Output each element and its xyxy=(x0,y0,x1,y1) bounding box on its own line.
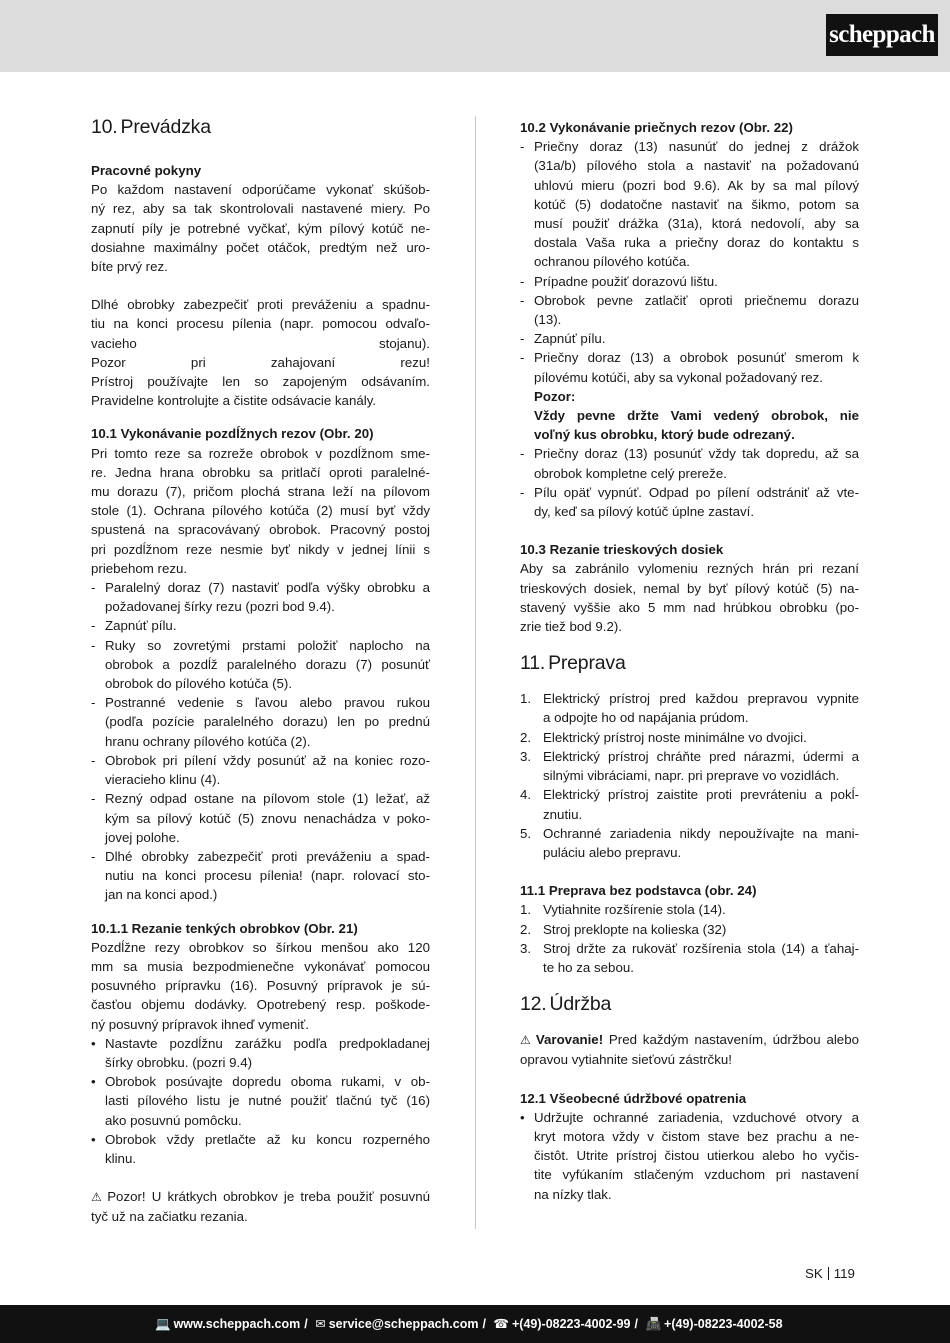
text-line: jovej polohe. xyxy=(105,829,180,845)
list-marker: 3. xyxy=(520,748,532,764)
list-item xyxy=(520,689,859,727)
text-line: puláciu alebo prepravu. xyxy=(543,844,682,860)
text-line: Elektrický prístroj pred každou prepravou vypnite xyxy=(543,691,859,707)
maintenance-warning: ⚠ Varovanie! Pred každým nastavením, údržbou alebo opravou vytiahnite sieťovú zástrčku! xyxy=(520,1032,859,1068)
section-12-title: 12. Údržba xyxy=(520,993,612,1016)
text-line: mu dorazu (7), pričom plochá strana leží na pílovom xyxy=(91,484,430,500)
text-line: Pravidelne kontrolujte a čistite odsávacie kanály. xyxy=(91,393,377,409)
list-item xyxy=(91,1130,430,1168)
list-marker: 3. xyxy=(520,940,532,956)
text-line: lasti pílového listu je nutné použiť tlačnú tyč (16) xyxy=(105,1093,430,1109)
list-item xyxy=(520,1108,859,1204)
text-line: dy, keď sa pílový kotúč úplne zastaví. xyxy=(534,504,755,520)
text-line: Nastavte pozdĺžnu zarážku podľa predpokladanej xyxy=(105,1035,430,1051)
text-line: Priečny doraz (13) a obrobok posunúť smerom k xyxy=(534,350,859,366)
text-line: hranu ochrany pílového kotúča (2). xyxy=(105,733,311,749)
text-line: stavený vyššie ako 5 mm nad hrúbkou obrobku (po- xyxy=(520,599,859,615)
text-line: Obrobok posúvajte dopredu oboma rukami, v ob- xyxy=(105,1074,430,1090)
computer-icon: 💻 xyxy=(155,1317,171,1331)
text-line: Paralelný doraz (7) nastaviť podľa výšky obrobku a xyxy=(105,580,430,596)
text-line: Dlhé obrobky zabezpečiť proti preváženiu a spadnu- xyxy=(91,297,430,313)
section-11-1-list xyxy=(520,900,859,977)
list-item xyxy=(520,137,859,271)
text-line: zapnutí píly je potrebné vyčkať, kým pílový kotúč ne- xyxy=(91,220,430,236)
text-line: uhlovú mieru (pozri bod 9.6). Ak by sa mal pílový xyxy=(534,177,859,193)
text-line: re. Jedna hrana obrobku sa pritlačí oproti paralelné- xyxy=(91,464,430,480)
text-line: Pílu opäť vypnúť. Odpad po pílení odstrániť až vte- xyxy=(534,484,859,500)
text-line: Obrobok pri pílení vždy posunúť až na koniec rozo- xyxy=(105,752,430,768)
list-marker: - xyxy=(520,484,525,500)
text-line: vacieho stojanu). xyxy=(91,335,430,351)
list-marker: - xyxy=(520,350,525,366)
text-line: Priečny doraz (13) nasunúť do jednej z drážok xyxy=(534,139,859,155)
section-10-1-text xyxy=(91,444,430,578)
text-line: tiu na konci procesu pílenia (napr. pomocou odvaľo- xyxy=(91,316,430,332)
text-line: ako posuvnú pomôcku. xyxy=(105,1112,242,1128)
text-line: Elektrický prístroj zaistite proti prevráteniu a pokĺ- xyxy=(543,787,859,803)
text-line: Dlhé obrobky zabezpečiť proti preváženiu a spad- xyxy=(105,848,430,864)
text-line: Pozor pri zahajovaní rezu! xyxy=(91,354,430,370)
text-line: ochranou pílového kotúča. xyxy=(534,254,690,270)
list-marker: • xyxy=(91,1074,96,1090)
text-line: Elektrický prístroj chráňte pred nárazmi, údermi a xyxy=(543,748,859,764)
list-marker: - xyxy=(91,637,96,653)
section-10-title: 10. Prevádzka xyxy=(91,116,211,138)
section-10-2-steps-2 xyxy=(520,444,859,521)
text-line: nutiu na konci procesu pílenia! (napr. rolovací sto- xyxy=(105,868,430,884)
text-line: ný posuvný prípravok ihneď vymeniť. xyxy=(91,1016,309,1032)
text-line: obrobok a pozdĺž paralelného dorazu (7) posunúť xyxy=(105,656,430,672)
left-column xyxy=(91,114,430,1227)
list-marker: 1. xyxy=(520,902,532,918)
list-item xyxy=(520,483,859,521)
section-10-2-heading: 10.2 Vykonávanie priečnych rezov (Obr. 22) xyxy=(520,120,793,135)
section-11-1-heading: 11.1 Preprava bez podstavca (obr. 24) xyxy=(520,883,757,899)
text-line: Pri tomto reze sa rozreže obrobok v pozdĺžnom sme- xyxy=(91,445,430,461)
list-marker: - xyxy=(91,695,96,711)
text-line: Ochranné zariadenia nikdy nepoužívajte na mani- xyxy=(543,825,859,841)
text-line: (podľa pozície paralelného dorazu) len po prednú xyxy=(105,714,430,730)
text-line: kým sa pílový kotúč (5) znovu nenachádza v poko- xyxy=(105,810,430,826)
text-line: Po každom nastavení odporúčame vykonať skúšob- xyxy=(91,182,430,198)
text-line: ný rez, aby sa tak skontrolovali nastavené miery. Po xyxy=(91,201,430,217)
text-line: obrobok kompletne celý prereže. xyxy=(534,465,727,481)
text-line: na nízky tlak. xyxy=(534,1186,612,1202)
text-line: silnými vibráciami, napr. pri preprave vo vozidlách. xyxy=(543,768,840,784)
section-10-1-1-text xyxy=(91,938,430,1034)
list-marker: - xyxy=(520,446,525,462)
list-marker: - xyxy=(520,139,525,155)
list-item xyxy=(91,578,430,616)
website-link[interactable]: www.scheppach.com xyxy=(173,1317,301,1331)
header-band xyxy=(0,0,950,72)
text-line: klinu. xyxy=(105,1150,137,1166)
text-line: Priečny doraz (13) posunúť vždy tak dopredu, až sa xyxy=(534,446,859,462)
section-10-1-steps xyxy=(91,578,430,904)
list-marker: 2. xyxy=(520,729,532,745)
list-item xyxy=(520,348,859,386)
text-line: musí použiť drážka (31a), ktorá nedovolí, aby sa xyxy=(534,216,859,232)
list-item xyxy=(91,1034,430,1072)
email-link[interactable]: service@scheppach.com xyxy=(328,1317,479,1331)
list-item xyxy=(520,920,859,939)
text-line: a odpojte ho od napájania prúdom. xyxy=(543,710,749,726)
text-line: jan na konci apod.) xyxy=(105,887,218,903)
text-line: Zapnúť pílu. xyxy=(534,331,606,347)
text-line: požadovanej šírky rezu (pozri bod 9.4). xyxy=(105,599,335,615)
text-line: časťou objemu dodávky. Opotrebený resp. poškode- xyxy=(91,997,430,1013)
text-line: pri pozdĺžnom reze nesmie byť nikdy v jednej línii s xyxy=(91,541,430,557)
text-line: (13). xyxy=(534,312,562,328)
list-marker: 2. xyxy=(520,921,532,937)
list-marker: - xyxy=(91,580,96,596)
text-line: tite vyfúkaním stlačeným vzduchom pri nastavení xyxy=(534,1167,859,1183)
short-workpiece-warning: ⚠ Pozor! U krátkych obrobkov je treba použiť posuvnú tyč už na začiatku rezania. xyxy=(91,1189,430,1225)
working-instructions-text xyxy=(91,180,430,276)
text-line: obrobok do pílového kotúča (5). xyxy=(105,676,293,692)
list-marker: - xyxy=(91,618,96,634)
text-line: voľný kus obrobku, ktorý bude odrezaný. xyxy=(534,427,795,443)
list-item xyxy=(520,728,859,747)
long-workpiece-text xyxy=(91,295,430,410)
text-line: pílovému kotúči, aby sa vykonal požadovaný rez. xyxy=(534,369,823,385)
list-item xyxy=(91,616,430,635)
list-item xyxy=(520,824,859,862)
fax-icon: 📠 xyxy=(645,1317,662,1331)
list-marker: - xyxy=(520,273,525,289)
text-line: Prípadne použiť dorazovú lištu. xyxy=(534,273,718,289)
list-item xyxy=(91,1072,430,1130)
text-line: Pozdĺžne rezy obrobkov so šírkou menšou ako 120 xyxy=(91,939,430,955)
text-line: znutiu. xyxy=(543,806,583,822)
text-line: mm sa musia bezpodmienečne vykonávať pomocou xyxy=(91,958,430,974)
list-marker: - xyxy=(91,791,96,807)
text-line: Aby sa zabránilo vylomeniu rezných hrán pri rezaní xyxy=(520,561,859,577)
page-number: SK 119 xyxy=(805,1266,855,1281)
text-line: Stroj držte za rukoväť rozšírenia stola (14) a ťahaj- xyxy=(543,940,859,956)
text-line: Rezný odpad ostane na pílovom stole (1) ležať, až xyxy=(105,791,430,807)
list-item xyxy=(91,693,430,751)
section-10-1-1-heading: 10.1.1 Rezanie tenkých obrobkov (Obr. 21) xyxy=(91,920,358,936)
list-item xyxy=(520,939,859,977)
list-item xyxy=(91,847,430,905)
section-10-3-heading: 10.3 Rezanie trieskových dosiek xyxy=(520,542,724,558)
section-12-1-heading: 12.1 Všeobecné údržbové opatrenia xyxy=(520,1090,747,1106)
list-marker: 1. xyxy=(520,691,532,707)
section-10-1-1-bullets xyxy=(91,1034,430,1168)
list-marker: • xyxy=(91,1035,96,1051)
text-line: te ho za sebou. xyxy=(543,959,634,975)
footer-contact: 💻 www.scheppach.com / ✉ service@scheppach.com / ☎ +(49)-08223-4002-99 / 📠 +(49)-08223-4002-58 xyxy=(155,1317,783,1331)
text-line: Obrobok pevne zatlačiť oproti priečnemu dorazu xyxy=(534,292,859,308)
text-line: kryt motora vždy v čistom stave bez prachu a ne- xyxy=(534,1128,859,1144)
text-line: Vždy pevne držte Vami vedený obrobok, nie xyxy=(534,408,859,424)
list-item xyxy=(520,329,859,348)
section-11-list xyxy=(520,689,859,862)
right-column xyxy=(520,118,859,1204)
text-line: kotúč (5) dodatočne nastaviť na šikmo, potom sa xyxy=(534,196,859,212)
list-item xyxy=(520,785,859,823)
text-line: Prístroj používajte len so zapojeným odsávaním. xyxy=(91,374,430,390)
warning-icon: ⚠ xyxy=(91,1190,105,1205)
text-line: Zapnúť pílu. xyxy=(105,618,177,634)
text-line: priebehom rezu. xyxy=(91,560,188,576)
list-marker: - xyxy=(91,752,96,768)
fax-number: +(49)-08223-4002-58 xyxy=(664,1317,783,1331)
list-marker: • xyxy=(91,1131,96,1147)
column-divider xyxy=(475,116,476,1229)
list-marker: 5. xyxy=(520,825,532,841)
list-marker: - xyxy=(520,292,525,308)
working-instructions-heading: Pracovné pokyny xyxy=(91,163,202,178)
text-line: spustená na spracovávaný obrobok. Pracovný postoj xyxy=(91,522,430,538)
text-line: vieracieho klinu (4). xyxy=(105,772,221,788)
text-line: čistôt. Utrite prístroj čistou utierkou alebo ho vyčis- xyxy=(534,1148,859,1164)
list-item xyxy=(520,272,859,291)
list-marker: 4. xyxy=(520,787,532,803)
warning-icon: ⚠ xyxy=(520,1033,533,1048)
text-line: (31a/b) pílového stola a nastaviť na požadovanú xyxy=(534,158,859,174)
section-10-1-heading: 10.1 Vykonávanie pozdĺžnych rezov (Obr. 20) xyxy=(91,426,374,442)
text-line: Obrobok vždy pretlačte až ku koncu rozperného xyxy=(105,1131,430,1147)
text-line: Elektrický prístroj noste minimálne vo dvojici. xyxy=(543,729,807,745)
text-line: trieskových dosiek, nemal by byť pílový kotúč (5) na- xyxy=(520,580,859,596)
section-10-2-steps xyxy=(520,137,859,387)
text-line: bíte prvý rez. xyxy=(91,259,168,275)
list-item xyxy=(91,636,430,694)
text-line: stole (1). Ochrana pílového kotúča (2) musí byť vždy xyxy=(91,503,430,519)
footer-band xyxy=(0,1305,950,1343)
text-line: Ruky so zovretými prstami položiť naplocho na xyxy=(105,637,430,653)
text-line: Udržujte ochranné zariadenia, vzduchové otvory a xyxy=(534,1109,859,1125)
text-line: posuvného prípravku (16). Posuvný prípravok je sú- xyxy=(91,978,430,994)
text-line: Stroj preklopte na kolieska (32) xyxy=(543,921,727,937)
text-line: Vytiahnite rozšírenie stola (14). xyxy=(543,902,726,918)
scheppach-logo: scheppach xyxy=(826,14,938,56)
list-item xyxy=(520,747,859,785)
section-12-1-bullets xyxy=(520,1108,859,1204)
list-item xyxy=(520,291,859,329)
phone-icon: ☎ xyxy=(493,1317,509,1331)
list-item xyxy=(520,900,859,919)
list-marker: - xyxy=(91,848,96,864)
caution-note: Pozor: Vždy pevne držte Vami vedený obrobok, nie voľný kus obrobku, ktorý bude odrezaný. xyxy=(520,387,859,445)
mail-icon: ✉ xyxy=(315,1317,326,1331)
list-item xyxy=(520,444,859,482)
text-line: šírky obrobku. (pozri 9.4) xyxy=(105,1054,253,1070)
text-line: dostala Vaša ruka a priečny doraz do kontaktu s xyxy=(534,235,859,251)
list-marker: - xyxy=(520,331,525,347)
section-10-3-text xyxy=(520,559,859,636)
list-marker: • xyxy=(520,1109,525,1125)
text-line: dosiahne maximálny počet otáčok, predtým než uro- xyxy=(91,239,430,255)
phone-number: +(49)-08223-4002-99 xyxy=(512,1317,631,1331)
text-line: Postranné vedenie s ľavou alebo pravou rukou xyxy=(105,695,430,711)
section-11-title: 11. Preprava xyxy=(520,652,626,675)
list-item xyxy=(91,789,430,847)
text-line: zrie tiež bod 9.2). xyxy=(520,619,622,635)
list-item xyxy=(91,751,430,789)
